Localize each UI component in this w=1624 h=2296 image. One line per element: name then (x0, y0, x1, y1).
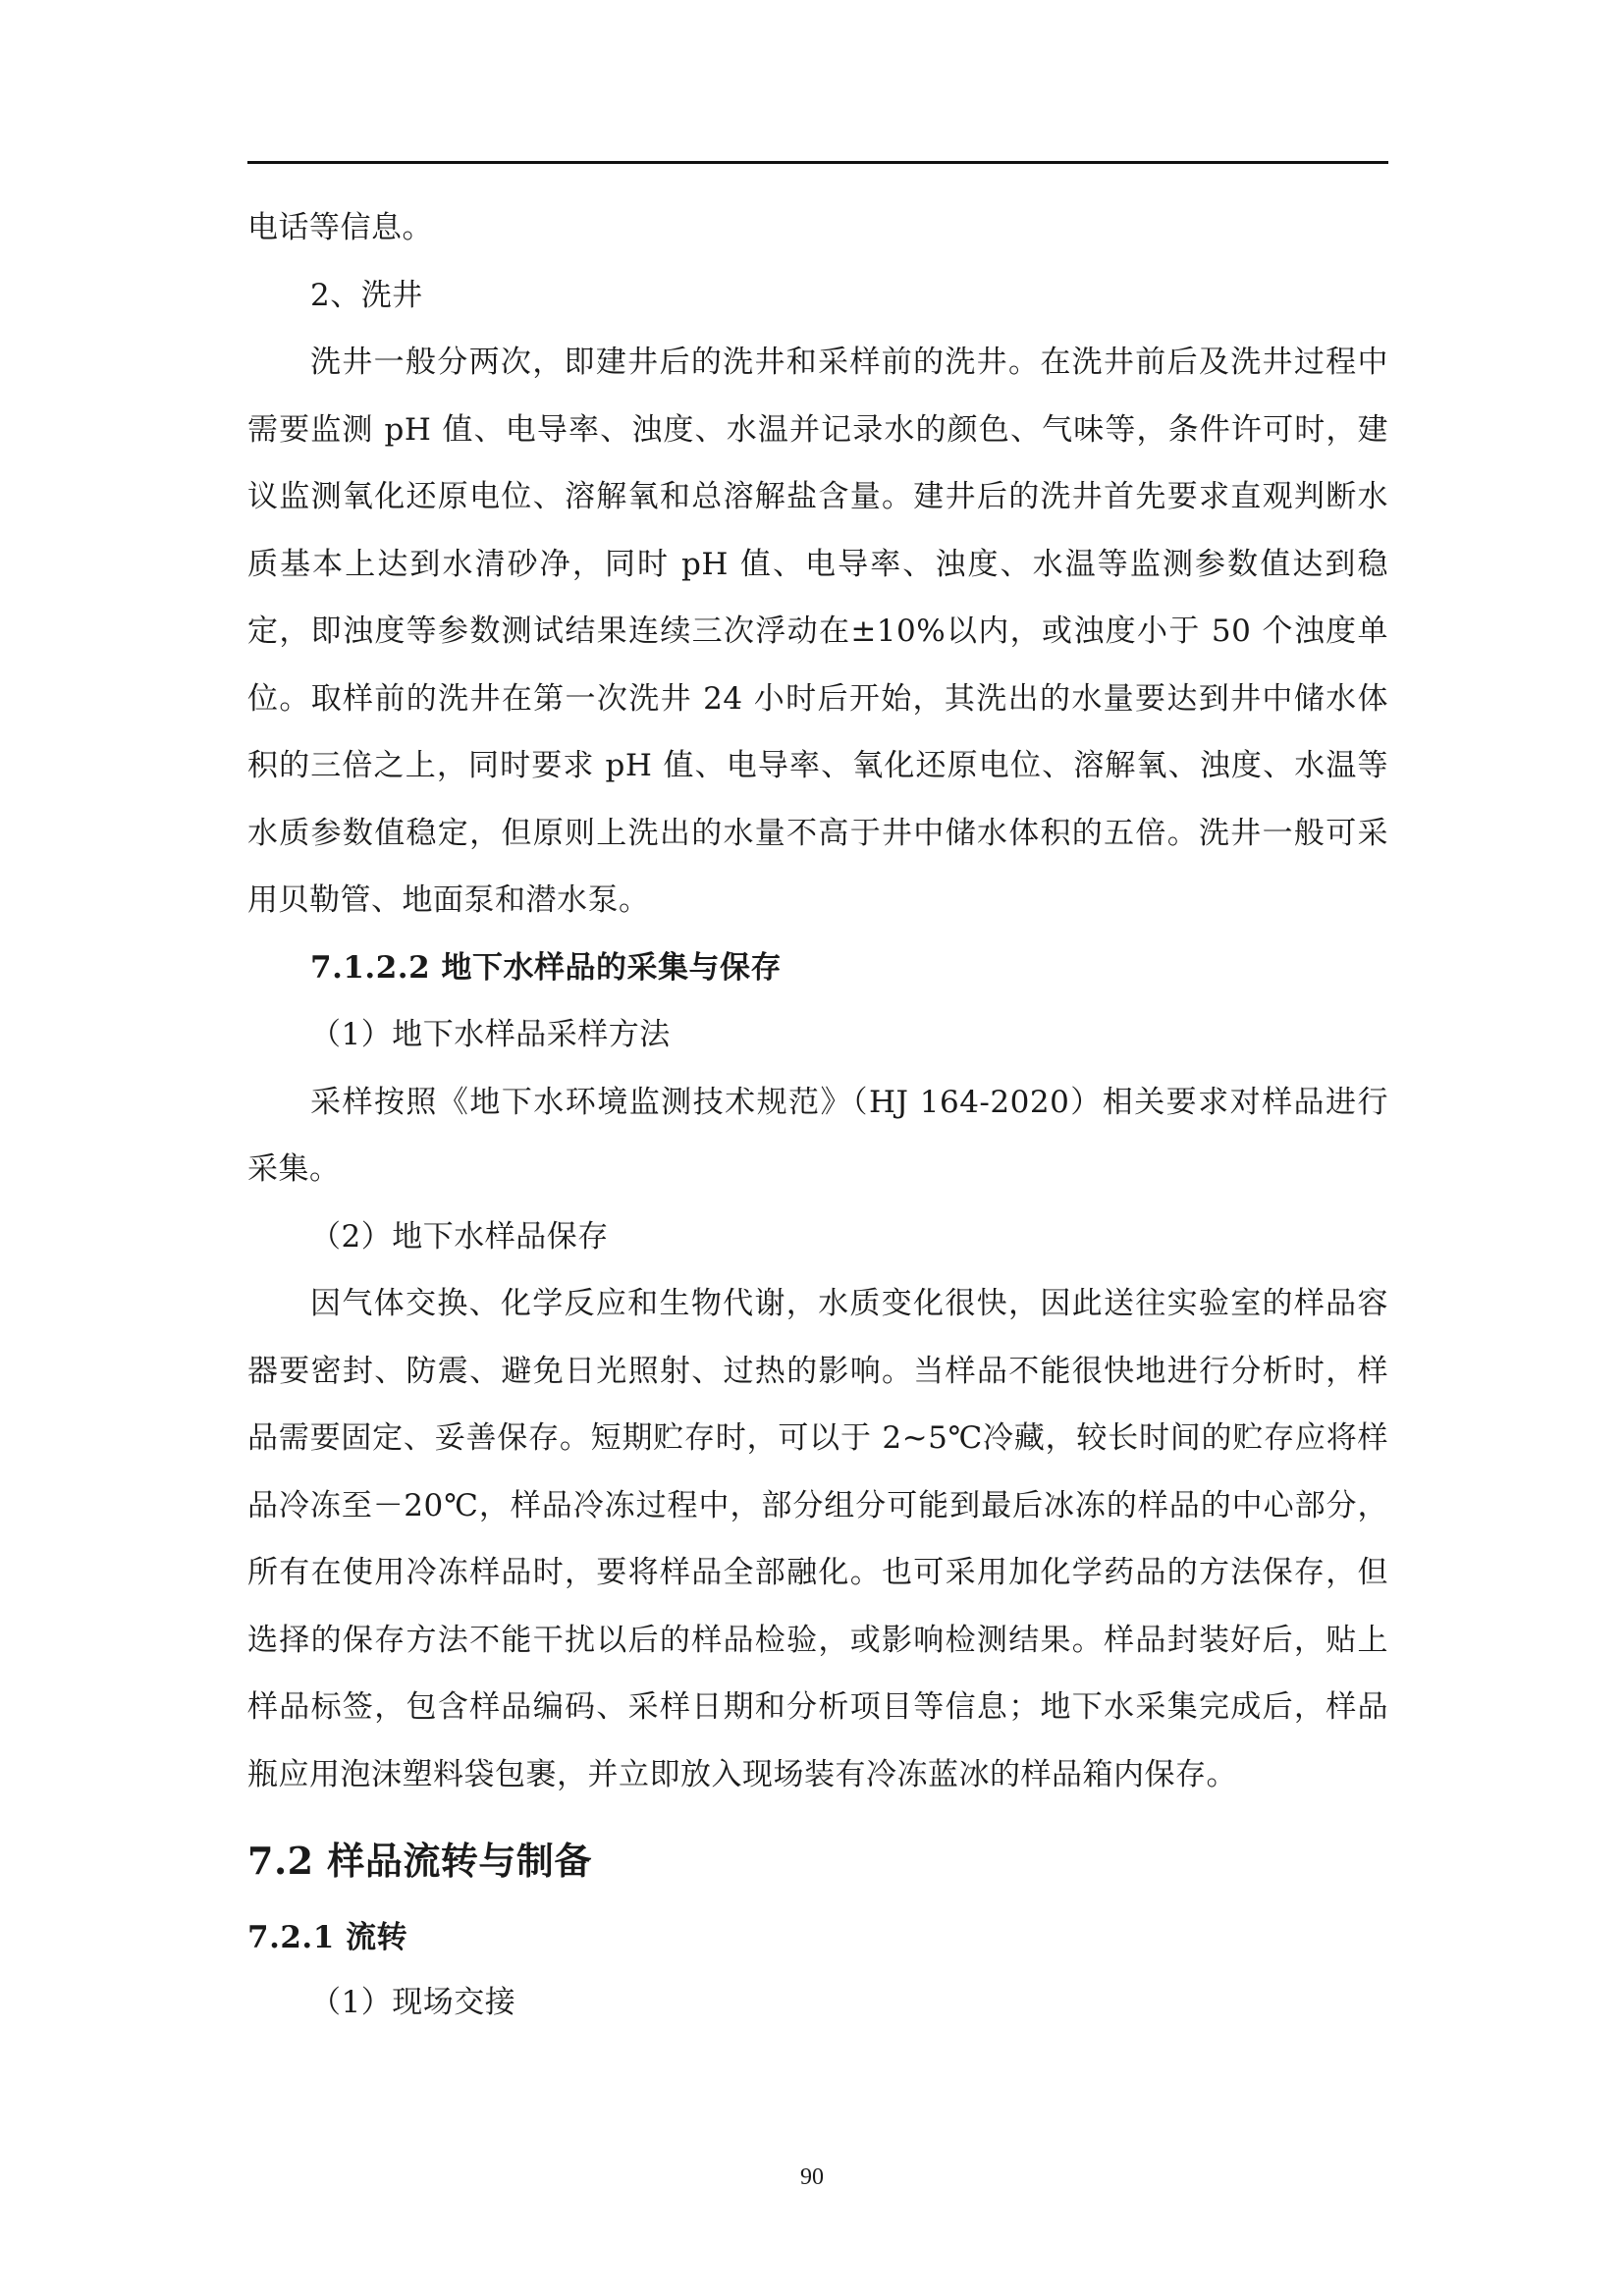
paragraph-sampling-method: 采样按照《地下水环境监测技术规范》（HJ 164-2020）相关要求对样品进行采集。 (247, 1084, 1388, 1187)
header-rule (247, 161, 1388, 164)
subheading-sample-preservation: （2）地下水样品保存 (310, 1218, 609, 1255)
paragraph-sample-preservation: 因气体交换、化学反应和生物代谢，水质变化很快，因此送往实验室的样品容器要密封、防震、避免日光照射、过热的影响。当样品不能很快地进行分析时，样品需要固定、妥善保存。短期贮存时，可以于 2~5℃冷藏，较长时间的贮存应将样品冷冻至－20℃，样品冷冻过程中，部分组分可能到最后冰冻的样品的中心部分，所有在使用冷冻样品时，要将样品全部融化。也可采用加化学药品的方法保存，但选择的保存方法不能干扰以后的样品检验，或影响检测结果。样品封装好后，贴上样品标签，包含样品编码、采样日期和分析项目等信息；地下水采集完成后，样品瓶应用泡沫塑料袋包裹，并立即放入现场装有冷冻蓝冰的样品箱内保存。 (247, 1286, 1388, 1792)
section-heading-72: 7.2 样品流转与制备 (247, 1839, 592, 1883)
subheading-sampling-method: （1）地下水样品采样方法 (310, 1017, 671, 1052)
subheading-onsite-handover: （1）现场交接 (310, 1985, 516, 2020)
section-heading-721: 7.2.1 流转 (247, 1920, 408, 1955)
paragraph-well-washing: 洗井一般分两次，即建井后的洗井和采样前的洗井。在洗井前后及洗井过程中需要监测 pH 值、电导率、浊度、水温并记录水的颜色、气味等，条件许可时，建议监测氧化还原电位、溶解氧和总溶解盐含量。建井后的洗井首先要求直观判断水质基本上达到水清砂净，同时 pH 值、电导率、浊度、水温等监测参数值达到稳定，即浊度等参数测试结果连续三次浮动在±10%以内，或浊度小于 50 个浊度单位。取样前的洗井在第一次洗井 24 小时后开始，其洗出的水量要达到井中储水体积的三倍之上，同时要求 pH 值、电导率、氧化还原电位、溶解氧、浊度、水温等水质参数值稳定，但原则上洗出的水量不高于井中储水体积的五倍。洗井一般可采用贝勒管、地面泵和潜水泵。 (247, 345, 1388, 918)
page-number: 90 (800, 2164, 824, 2190)
page-body (247, 194, 1388, 2037)
continuation-text: 电话等信息。 (247, 210, 433, 245)
item-heading-well-washing: 2、洗井 (310, 277, 423, 313)
section-heading-7122: 7.1.2.2 地下水样品的采集与保存 (310, 949, 782, 986)
